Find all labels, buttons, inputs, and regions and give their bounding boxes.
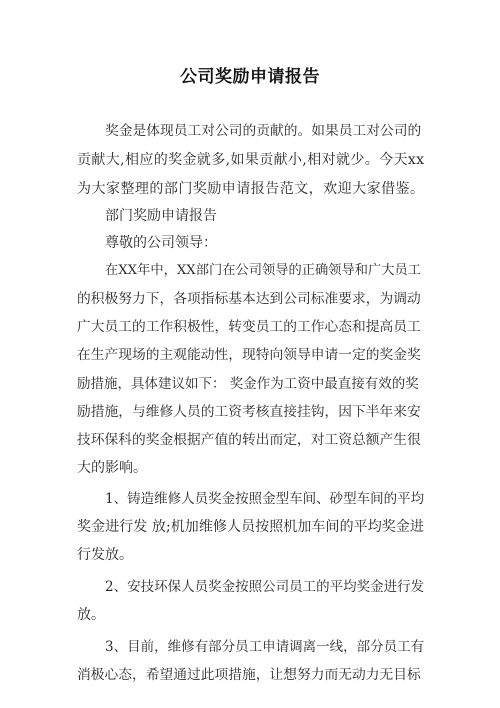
paragraph-line: 的积极努力下，各项指标基本达到公司标准要求，为调动 [77, 291, 421, 307]
paragraph-line: 在XX年中，XX部门在公司领导的正确领导和广大员工 [105, 263, 421, 278]
paragraph-line: 奖金进行发 放;机加维修人员按照机加车间的平均奖金进 [77, 519, 424, 535]
paragraph-line: 贡献大,相应的奖金就多,如果贡献小,相对就少。今天xx [77, 152, 425, 168]
paragraph-line: 消极心态，希望通过此项措施，让想努力而无动力无目标 [77, 667, 421, 683]
paragraph-line: 广大员工的工作积极性，转变员工的工作心态和提高员工 [77, 319, 421, 335]
paragraph-line: 3、目前，维修有部分员工申请调离一线，部分员工有 [105, 639, 425, 655]
paragraph-line: 1、铸造维修人员奖金按照金型车间、砂型车间的平均 [105, 491, 425, 507]
paragraph-line: 励措施，与维修人员的工资考核直接挂钩，因下半年来安 [77, 404, 421, 420]
salutation: 尊敬的公司领导： [105, 235, 217, 251]
document-title: 公司奖励申请报告 [180, 67, 320, 87]
paragraph-line: 在生产现场的主观能动性，现特向领导申请一定的奖金奖 [77, 347, 421, 363]
paragraph-line: 行发放。 [77, 547, 133, 563]
paragraph-line: 为大家整理的部门奖励申请报告范文，欢迎大家借鉴。 [77, 181, 425, 197]
paragraph-line: 奖金是体现员工对公司的贡献的。如果员工对公司的 [105, 123, 422, 139]
paragraph-line: 励措施，具体建议如下： 奖金作为工资中最直接有效的奖 [77, 376, 419, 392]
paragraph-line: 2、安技环保人员奖金按照公司员工的平均奖金进行发 [105, 579, 425, 595]
paragraph-line: 技环保科的奖金根据产值的转出而定，对工资总额产生很 [77, 432, 421, 448]
paragraph-line: 大的影响。 [77, 460, 147, 476]
paragraph-line: 部门奖励申请报告 [105, 208, 217, 224]
paragraph-line: 放。 [77, 607, 105, 623]
